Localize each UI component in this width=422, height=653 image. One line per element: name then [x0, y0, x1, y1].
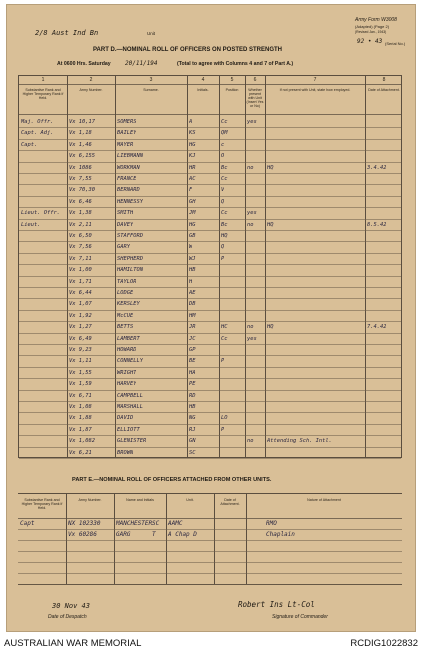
- part-e-cell-init: SC: [152, 520, 160, 527]
- part-d-cell-name: MAYER: [117, 141, 134, 148]
- part-d-column-divider: [67, 76, 68, 457]
- part-d-cell-no: Vx 1,59: [69, 381, 92, 388]
- part-d-cell-name: DAVID: [117, 415, 134, 422]
- part-d-cell-name: KERSLEY: [117, 301, 140, 308]
- part-d-cell-no: Vx 6,21: [69, 449, 92, 456]
- part-d-row-rule: [19, 173, 401, 174]
- part-d-cell-pos: Cc: [221, 210, 228, 217]
- part-d-cell-no: Vx 1,46: [69, 141, 92, 148]
- part-d-cell-name: LAMBERT: [117, 335, 140, 342]
- part-e-column-divider: [66, 494, 67, 584]
- part-d-cell-init: HM: [189, 312, 196, 319]
- part-d-cell-no: Vx 6,50: [69, 233, 92, 239]
- part-e-row-rule: [18, 551, 402, 552]
- part-d-subtitle-prefix: At 0600 Hrs. Saturday: [57, 61, 111, 67]
- part-e-column-header: Date of Attachment.: [220, 498, 240, 506]
- part-e-column-header: Nature of Attachment: [307, 498, 341, 502]
- part-d-cell-present: no: [247, 221, 254, 228]
- part-d-cell-init: GP: [189, 347, 196, 353]
- part-d-cell-pos: Q: [221, 244, 225, 251]
- part-d-column-header: Substantive Rank and Higher Temporary Rank if Held.: [22, 88, 64, 100]
- part-d-row-rule: [19, 127, 401, 128]
- part-d-row-rule: [19, 378, 401, 379]
- part-d-row-rule: [19, 196, 401, 197]
- part-d-cell-no: Vx 1,00: [69, 267, 92, 274]
- part-d-row-rule: [19, 424, 401, 425]
- part-d-cell-name: SHEPHERD: [117, 255, 143, 262]
- part-d-cell-name: CAMPBELL: [117, 392, 143, 399]
- part-d-column-number: 1: [41, 77, 45, 83]
- part-d-cell-present: yes: [247, 119, 257, 125]
- part-d-cell-rank: Capt. Adj.: [21, 130, 54, 137]
- part-d-cell-name: GLENISTER: [117, 438, 147, 445]
- part-d-row-rule: [19, 390, 401, 391]
- part-d-cell-name: HENNESSY: [117, 198, 143, 205]
- part-d-cell-name: McCUE: [117, 312, 134, 319]
- part-d-row-rule: [19, 310, 401, 311]
- part-d-column-divider: [187, 76, 188, 457]
- part-d-row-rule: [19, 184, 401, 185]
- part-d-row-rule: [19, 333, 401, 334]
- part-d-cell-date: 3.4.42: [367, 164, 387, 171]
- part-d-cell-name: TAYLOR: [117, 278, 137, 285]
- part-d-cell-present: yes: [247, 210, 257, 217]
- part-d-row-rule: [19, 253, 401, 254]
- serial-label: (Serial No.): [385, 41, 406, 46]
- part-d-cell-no: Vx 1,27: [69, 324, 92, 331]
- part-e-row-rule: [18, 540, 402, 541]
- part-d-column-divider: [115, 76, 116, 457]
- part-e-row-rule: [18, 584, 402, 585]
- part-d-cell-present: no: [247, 164, 254, 171]
- part-d-column-number: 8: [382, 77, 386, 83]
- part-d-cell-name: LODGE: [117, 290, 134, 296]
- part-d-cell-no: Vx 1,55: [69, 369, 92, 376]
- part-d-cell-no: Vx 1,18: [69, 130, 92, 137]
- part-d-column-header: Surname.: [143, 88, 159, 92]
- part-d-row-rule: [19, 150, 401, 151]
- part-d-cell-no: Vx 1086: [69, 164, 92, 171]
- part-d-cell-name: SOMERS: [117, 119, 137, 125]
- part-d-column-number: 7: [313, 77, 317, 83]
- part-e-cell-unit: AAMC: [168, 520, 183, 527]
- part-d-cell-present: yes: [247, 335, 257, 342]
- part-d-cell-no: Vx 1,08: [69, 404, 92, 410]
- part-d-cell-pos: LO: [221, 415, 228, 422]
- part-d-column-number: 5: [230, 77, 234, 83]
- part-d-column-number: 6: [253, 77, 257, 83]
- part-e-cell-no: NX 102330: [68, 520, 101, 527]
- part-d-cell-init: GB: [189, 233, 196, 239]
- part-d-cell-no: Vx 2,11: [69, 221, 92, 228]
- part-d-row-rule: [19, 241, 401, 242]
- part-d-cell-no: Vx 9,23: [69, 347, 92, 353]
- part-d-cell-init: KJ: [189, 153, 196, 160]
- part-d-cell-rank: Capt.: [21, 141, 38, 148]
- part-d-row-rule: [19, 321, 401, 322]
- unit-label: Unit: [147, 31, 156, 36]
- part-d-cell-pos: QM: [221, 130, 228, 137]
- part-d-row-rule: [19, 435, 401, 436]
- part-d-cell-init: A: [189, 119, 193, 125]
- part-d-row-rule: [19, 276, 401, 277]
- part-d-column-header: Army Number.: [79, 88, 103, 92]
- part-d-cell-name: BAILEY: [117, 130, 137, 137]
- part-d-cell-name: BETTS: [117, 324, 134, 331]
- part-d-cell-note: HQ: [267, 164, 274, 171]
- part-d-cell-init: KS: [189, 130, 196, 137]
- unit-name-handwritten: 2/8 Aust Ind Bn: [35, 29, 99, 37]
- part-d-cell-pos: P: [221, 426, 225, 433]
- part-d-cell-init: BE: [189, 358, 196, 365]
- part-d-column-divider: [365, 76, 366, 457]
- part-d-row-rule: [19, 412, 401, 413]
- part-d-column-header: Position: [225, 88, 239, 92]
- part-d-column-number: 4: [201, 77, 205, 83]
- part-d-cell-name: STAFFORD: [117, 233, 143, 239]
- part-d-cell-pos: Cc: [221, 119, 228, 125]
- part-d-subtitle-date: 20/11/194: [125, 60, 158, 67]
- part-d-row-rule: [19, 162, 401, 163]
- part-d-cell-present: no: [247, 438, 254, 445]
- part-d-cell-init: RD: [189, 392, 196, 399]
- part-e-row-rule: [18, 573, 402, 574]
- part-d-cell-no: Vx 1,082: [69, 438, 95, 445]
- part-d-row-rule: [19, 207, 401, 208]
- part-d-cell-name: HAMILTON: [117, 267, 143, 274]
- part-d-column-header: Initials.: [197, 88, 209, 92]
- part-d-row-rule: [19, 264, 401, 265]
- part-e-cell-unit: A Chap D: [168, 531, 197, 538]
- part-d-cell-note: HQ: [267, 324, 274, 331]
- part-d-cell-init: RJ: [189, 426, 196, 433]
- part-e-cell-no: Vx 60286: [68, 531, 97, 538]
- part-d-cell-rank: Maj. Offr.: [21, 119, 54, 125]
- despatch-date-handwritten: 30 Nov 43: [52, 602, 90, 610]
- part-e-cell-nature: RMO: [266, 520, 277, 527]
- part-d-cell-no: Vx 1,87: [69, 426, 92, 433]
- part-d-cell-init: WJ: [189, 255, 196, 262]
- commander-signature: Robert Ins Lt-Col: [238, 600, 315, 609]
- signature-label: Signature of Commander: [272, 614, 328, 620]
- part-d-row-rule: [19, 344, 401, 345]
- part-d-cell-no: Vx 1,11: [69, 358, 92, 365]
- part-d-cell-init: PE: [189, 381, 196, 388]
- part-d-cell-init: W: [189, 244, 193, 251]
- part-d-cell-pos: c: [221, 141, 225, 148]
- army-form-label: Army Form W3008: [355, 17, 397, 23]
- part-d-cell-init: JM: [189, 210, 196, 217]
- despatch-date-label: Date of Despatch: [48, 614, 87, 620]
- part-d-cell-note: HQ: [267, 221, 274, 228]
- part-d-cell-present: no: [247, 324, 254, 331]
- part-d-cell-no: Vx 6,49: [69, 335, 92, 342]
- archive-record-id: RCDIG1022832: [350, 638, 418, 649]
- part-d-row-rule: [19, 298, 401, 299]
- part-e-title: PART E.—NOMINAL ROLL OF OFFICERS ATTACHED FROM OTHER UNITS.: [72, 477, 272, 483]
- part-d-cell-no: Vx 6,155: [69, 153, 95, 160]
- adapted-label: (Adapted) (Page 2): [355, 24, 390, 29]
- part-d-cell-init: AC: [189, 176, 196, 182]
- part-d-cell-rank: Lieut. Offr.: [21, 210, 60, 217]
- part-e-row-rule: [18, 562, 402, 563]
- part-d-column-divider: [219, 76, 220, 457]
- part-e-column-divider: [246, 494, 247, 584]
- part-d-cell-init: H: [189, 278, 193, 285]
- part-d-cell-name: ELLIOTT: [117, 426, 140, 433]
- part-d-cell-no: Vx 1,92: [69, 312, 92, 319]
- part-e-cell-init: T: [152, 531, 156, 538]
- part-d-cell-init: HA: [189, 369, 196, 376]
- part-d-row-rule: [19, 287, 401, 288]
- part-d-cell-name: WORKMAN: [117, 164, 140, 171]
- part-d-cell-pos: Bc: [221, 164, 228, 171]
- part-d-cell-init: GN: [189, 438, 196, 445]
- part-d-cell-name: WRIGHT: [117, 369, 137, 376]
- part-e-cell-nature: Chaplain: [266, 531, 295, 538]
- part-d-column-number: 3: [149, 77, 153, 83]
- part-e-cell-rank: Capt: [20, 520, 35, 527]
- archive-name: AUSTRALIAN WAR MEMORIAL: [4, 638, 142, 649]
- part-e-column-divider: [166, 494, 167, 584]
- part-d-cell-name: GARY: [117, 244, 130, 251]
- part-d-row-rule: [19, 355, 401, 356]
- part-e-cell-name: MANCHESTER: [116, 520, 153, 527]
- part-d-cell-pos: Cc: [221, 335, 228, 342]
- part-d-row-rule: [19, 139, 401, 140]
- part-d-cell-name: MARSHALL: [117, 404, 143, 410]
- part-d-cell-name: BROWN: [117, 449, 134, 456]
- part-d-cell-init: HB: [189, 267, 196, 274]
- part-d-cell-pos: Q: [221, 198, 225, 205]
- part-d-cell-pos: Cc: [221, 176, 228, 182]
- part-d-cell-date: 8.5.42: [367, 221, 387, 228]
- part-e-column-divider: [214, 494, 215, 584]
- part-d-cell-pos: P: [221, 255, 225, 262]
- part-d-cell-name: SMITH: [117, 210, 134, 217]
- part-d-cell-init: JC: [189, 335, 196, 342]
- part-d-cell-no: Vx 7,56: [69, 244, 92, 251]
- part-d-cell-name: FRANCE: [117, 176, 137, 182]
- part-d-column-header: If not present with Unit, state how employed.: [279, 88, 351, 92]
- part-d-cell-no: Vx 1,71: [69, 278, 92, 285]
- part-e-row-rule: [18, 529, 402, 530]
- part-d-column-number: 2: [89, 77, 93, 83]
- part-d-cell-date: 7.4.42: [367, 324, 387, 331]
- part-d-cell-init: HG: [189, 141, 196, 148]
- part-d-cell-no: Vx 6,44: [69, 290, 92, 296]
- part-e-cell-name: GARG: [116, 531, 131, 538]
- part-e-column-header: Name and Initials: [126, 498, 154, 502]
- part-d-cell-no: Vx 1,07: [69, 301, 92, 308]
- part-d-row-rule: [19, 367, 401, 368]
- part-d-cell-pos: O: [221, 153, 225, 160]
- part-d-cell-no: Vx 6,71: [69, 392, 92, 399]
- part-d-row-rule: [19, 230, 401, 231]
- part-d-cell-init: AE: [189, 290, 196, 296]
- part-e-column-header: Substantive Rank and Higher Temporary Rank if Held.: [21, 498, 63, 510]
- part-e-column-header: Army Number.: [78, 498, 102, 502]
- revised-label: (Revised Jan., 1943): [355, 30, 387, 34]
- part-d-row-rule: [19, 458, 401, 459]
- part-d-cell-name: DAVEY: [117, 221, 134, 228]
- part-d-column-header: Whether present with Unit (Insert Yes or No): [246, 88, 264, 108]
- part-d-cell-no: Vx 1,88: [69, 415, 92, 422]
- part-d-cell-pos: HC: [221, 324, 228, 331]
- part-d-column-header: Date of Attachment.: [368, 88, 400, 92]
- part-d-row-rule: [19, 447, 401, 448]
- part-d-cell-name: LIEBMANN: [117, 153, 143, 160]
- part-d-cell-init: HB: [189, 404, 196, 410]
- part-d-cell-init: DB: [189, 301, 196, 308]
- part-e-column-header: Unit.: [186, 498, 194, 502]
- part-d-cell-name: HARVEY: [117, 381, 137, 388]
- part-d-column-divider: [265, 76, 266, 457]
- part-d-cell-no: Vx 70,30: [69, 187, 95, 194]
- part-d-cell-name: BERNARD: [117, 187, 140, 194]
- part-d-cell-rank: Lieut.: [21, 221, 41, 228]
- part-d-cell-no: Vx 10,17: [69, 119, 95, 125]
- part-d-cell-init: HG: [189, 221, 196, 228]
- part-d-cell-init: GH: [189, 198, 196, 205]
- part-d-title: PART D.—NOMINAL ROLL OF OFFICERS ON POSTED STRENGTH: [93, 47, 283, 53]
- part-d-cell-pos: Bc: [221, 221, 228, 228]
- part-d-cell-note: Attending Sch. Intl.: [267, 438, 332, 445]
- archive-footer: [0, 632, 422, 653]
- part-d-row-rule: [19, 219, 401, 220]
- part-d-cell-pos: HQ: [221, 233, 228, 239]
- part-d-cell-init: NG: [189, 415, 196, 422]
- part-d-subtitle-suffix: (Total to agree with Columns 4 and 7 of Part A.): [177, 61, 294, 67]
- part-d-cell-init: F: [189, 187, 193, 194]
- part-d-cell-init: HR: [189, 164, 196, 171]
- part-d-table: [18, 75, 402, 458]
- part-d-cell-init: JR: [189, 324, 196, 331]
- part-d-row-rule: [19, 401, 401, 402]
- part-d-cell-name: CONNELLY: [117, 358, 143, 365]
- part-d-cell-no: Vx 1,38: [69, 210, 92, 217]
- part-d-cell-no: Vx 7,55: [69, 176, 92, 182]
- part-d-cell-name: HOWARD: [117, 347, 137, 353]
- part-d-cell-pos: V: [221, 187, 225, 194]
- part-e-table: [18, 493, 402, 585]
- serial-number-handwritten: 92 • 43: [357, 38, 383, 45]
- part-d-column-divider: [245, 76, 246, 457]
- part-d-cell-no: Vx 6,46: [69, 198, 92, 205]
- part-d-cell-no: Vx 7,11: [69, 255, 92, 262]
- part-e-column-divider: [114, 494, 115, 584]
- part-d-cell-pos: P: [221, 358, 225, 365]
- part-d-cell-init: SC: [189, 449, 196, 456]
